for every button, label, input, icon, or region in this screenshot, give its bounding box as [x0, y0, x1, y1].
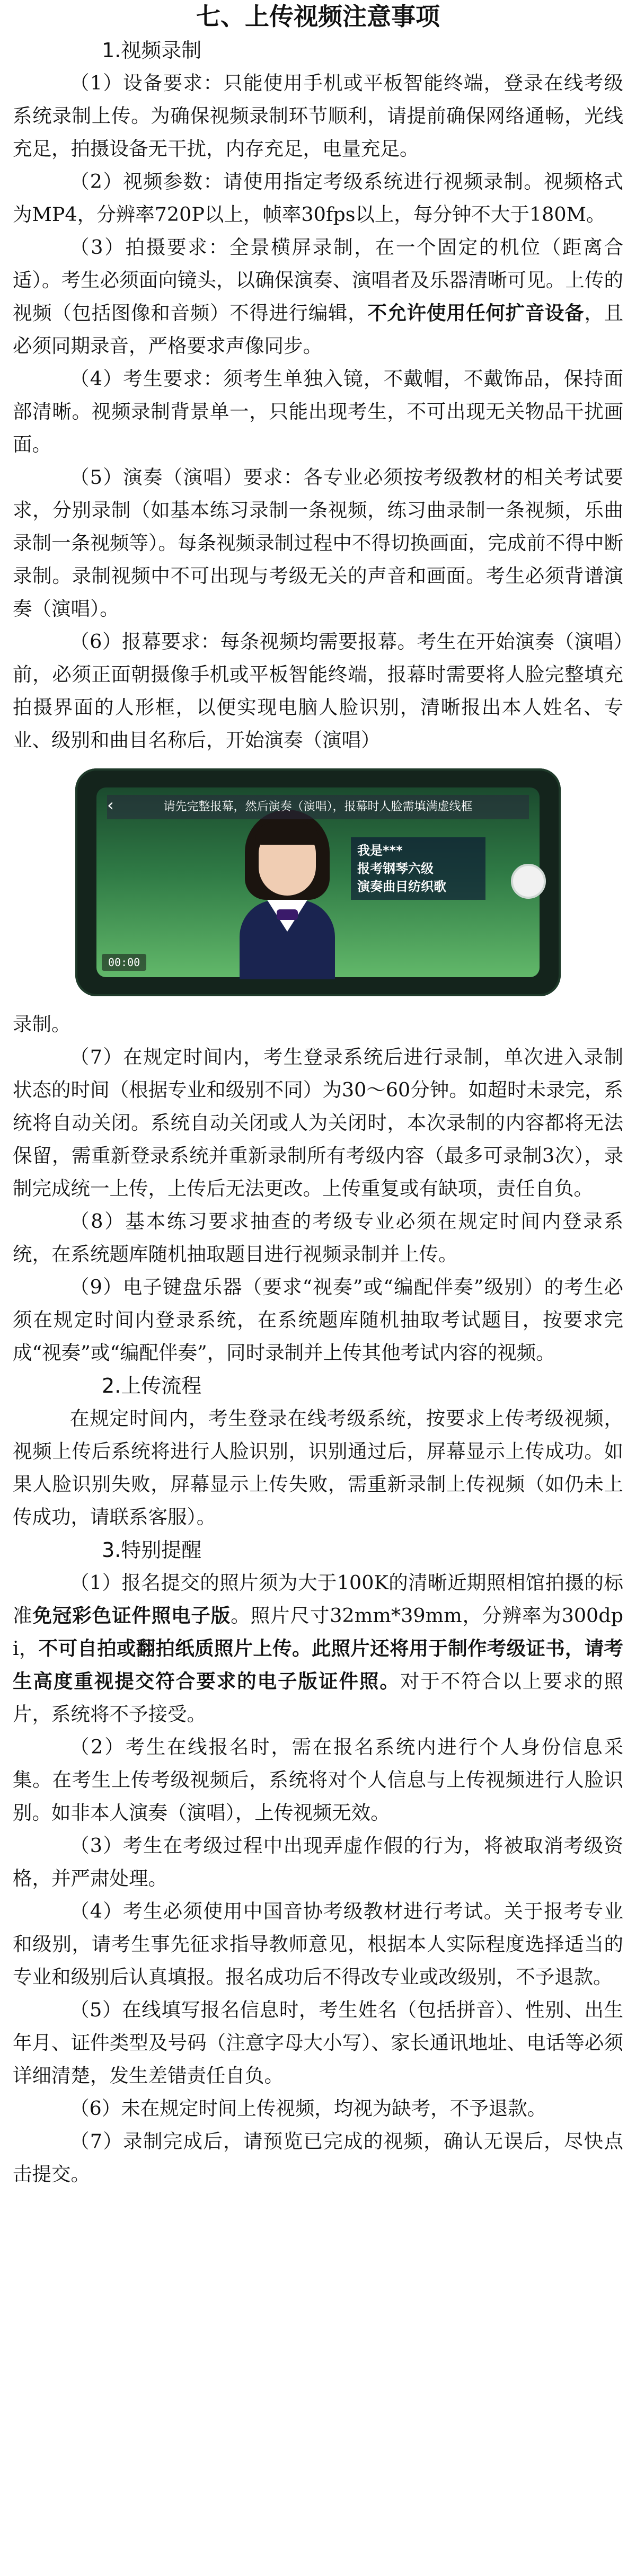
photo-bold-b: 不可自拍或翻拍纸质照片上传。此照片还将用于制作考级证书，请考生高度重视提交符合要求的电子版证件照。 [13, 1637, 623, 1693]
back-arrow-icon: ‹ [107, 795, 114, 815]
paragraph-upload-process: 在规定时间内，考生登录在线考级系统，按要求上传考级视频，视频上传后系统将进行人脸识别，识别通过后，屏幕显示上传成功。如果人脸识别失败，屏幕显示上传失败，需重新录制上传视频（如仍未上传成功，请联系客服）。 [13, 1407, 623, 1528]
paragraph-performance-requirements: （5）演奏（演唱）要求：各专业必须按考级教材的相关考试要求，分别录制（如基本练习录制一条视频，练习曲录制一条视频，乐曲录制一条视频等）。每条视频录制过程中不得切换画面，完成前不得中断录制。录制视频中不可出现与考级无关的声音和画面。考生必须背谱演奏（演唱）。 [13, 466, 623, 620]
paragraph-shooting-requirements [13, 231, 623, 362]
photo-text-c: 。照片尺寸32mm*39mm，分辨率为300dpi， [13, 1604, 624, 1660]
photo-bold-a: 免冠彩色证件照电子版 [32, 1604, 231, 1627]
paragraph-photo-requirements [13, 1566, 623, 1731]
paragraph-absence: （6）未在规定时间上传视频，均视为缺考，不予退款。 [70, 2097, 547, 2120]
paragraph-registration-info: （5）在线填写报名信息时，考生姓名（包括拼音）、性别、出生年月、证件类型及号码（注意字母大小写）、家长通讯地址、电话等必须详细清楚，发生差错责任自负。 [13, 1998, 623, 2087]
paragraph-basic-exercise: （8）基本练习要求抽查的考级专业必须在规定时间内登录系统，在系统题库随机抽取题目进行视频录制并上传。 [13, 1210, 623, 1265]
paragraph-fraud-warning: （3）考生在考级过程中出现弄虚作假的行为，将被取消考级资格，并严肃处理。 [13, 1834, 623, 1890]
paragraph-video-parameters: （2）视频参数：请使用指定考级系统进行视频录制。视频格式为MP4，分辨率720P以上，帧率30fps以上，每分钟不大于180M。 [13, 170, 623, 226]
bow-shape [277, 909, 298, 920]
section-heading-video-recording: 1.视频录制 [102, 39, 202, 62]
paragraph-textbook-requirement: （4）考生必须使用中国音协考级教材进行考试。关于报考专业和级别，请考生事先征求指导教师意见，根据本人实际程度选择适当的专业和级别后认真填报。报名成功后不得改专业或改级别，不予退款。 [13, 1900, 623, 1988]
paragraph-identity-collection: （2）考生在线报名时，需在报名系统内进行个人身份信息采集。在考生上传考级视频后，系统将对个人信息与上传视频进行人脸识别。如非本人演奏（演唱），上传视频无效。 [13, 1736, 623, 1824]
video-instruction-banner: 请先完整报幕，然后演奏（演唱），报幕时人脸需填满虚线框 [107, 795, 529, 819]
record-button-icon [511, 864, 546, 899]
candidate-figure [234, 810, 340, 979]
paragraph-device-requirements: （1）设备要求：只能使用手机或平板智能终端，登录在线考级系统录制上传。为确保视频录制环节顺利，请提前确保网络通畅，光线充足，拍摄设备无干扰，内存充足，电量充足。 [13, 72, 623, 160]
page-title: 七、上传视频注意事项 [196, 2, 440, 31]
document-body [13, 34, 623, 2191]
photo-text-a: （1）报名提交的照片须为大于100K的清晰近期照相馆拍摄的标准 [13, 1571, 623, 1627]
announcement-hint-text: 我是*** 报考钢琴六级 演奏曲目纺织歌 [351, 837, 485, 900]
shooting-bold-text: 不允许使用任何扩音设备 [367, 302, 585, 324]
shooting-tail-text: ，且必须同期录音，严格要求声像同步。 [13, 302, 624, 357]
bangs-shape [255, 822, 319, 845]
paragraph-announcement-continued: 录制。 [13, 1013, 71, 1035]
paragraph-electronic-keyboard: （9）电子键盘乐器（要求“视奏”或“编配伴奏”级别）的考生必须在规定时间内登录系统，在系统题库随机抽取考试题目，按要求完成“视奏”或“编配伴奏”，同时录制并上传其他考试内容的视频。 [13, 1276, 623, 1364]
section-heading-special-reminder: 3.特别提醒 [102, 1538, 202, 1562]
paragraph-submit: （7）录制完成后，请预览已完成的视频，确认无误后，尽快点击提交。 [13, 2130, 623, 2185]
shooting-text: （3）拍摄要求：全景横屏录制，在一个固定的机位（距离合适）。考生必须面向镜头，以确保演奏、演唱者及乐器清晰可见。上传的视频（包括图像和音频）不得进行编辑， [13, 236, 623, 324]
section-heading-upload-process: 2.上传流程 [102, 1374, 202, 1397]
paragraph-candidate-requirements: （4）考生要求：须考生单独入镜，不戴帽，不戴饰品，保持面部清晰。视频录制背景单一，只能出现考生，不可出现无关物品干扰画面。 [13, 367, 623, 456]
paragraph-time-limit: （7）在规定时间内，考生登录系统后进行录制，单次进入录制状态的时间（根据专业和级别不同）为30～60分钟。如超时未录完，系统将自动关闭。系统自动关闭或人为关闭时，本次录制的内容都将无法保留，需重新登录系统并重新录制所有考级内容（最多可录制3次），录制完成统一上传，上传后无法更改。上传重复或有缺项，责任自负。 [13, 1046, 623, 1200]
paragraph-announcement-requirements: （6）报幕要求：每条视频均需要报幕。考生在开始演奏（演唱）前，必须正面朝摄像手机或平板智能终端，报幕时需要将人脸完整填充拍摄界面的人形框，以便实现电脑人脸识别，清晰报出本人姓名、专业、级别和曲目名称后，开始演奏（演唱） [13, 630, 623, 751]
recording-timer: 00:00 [102, 954, 146, 971]
photo-text-d: 对于不符合以上要求的照片，系统将不予接受。 [13, 1670, 624, 1725]
recording-screenshot-image [75, 768, 561, 996]
